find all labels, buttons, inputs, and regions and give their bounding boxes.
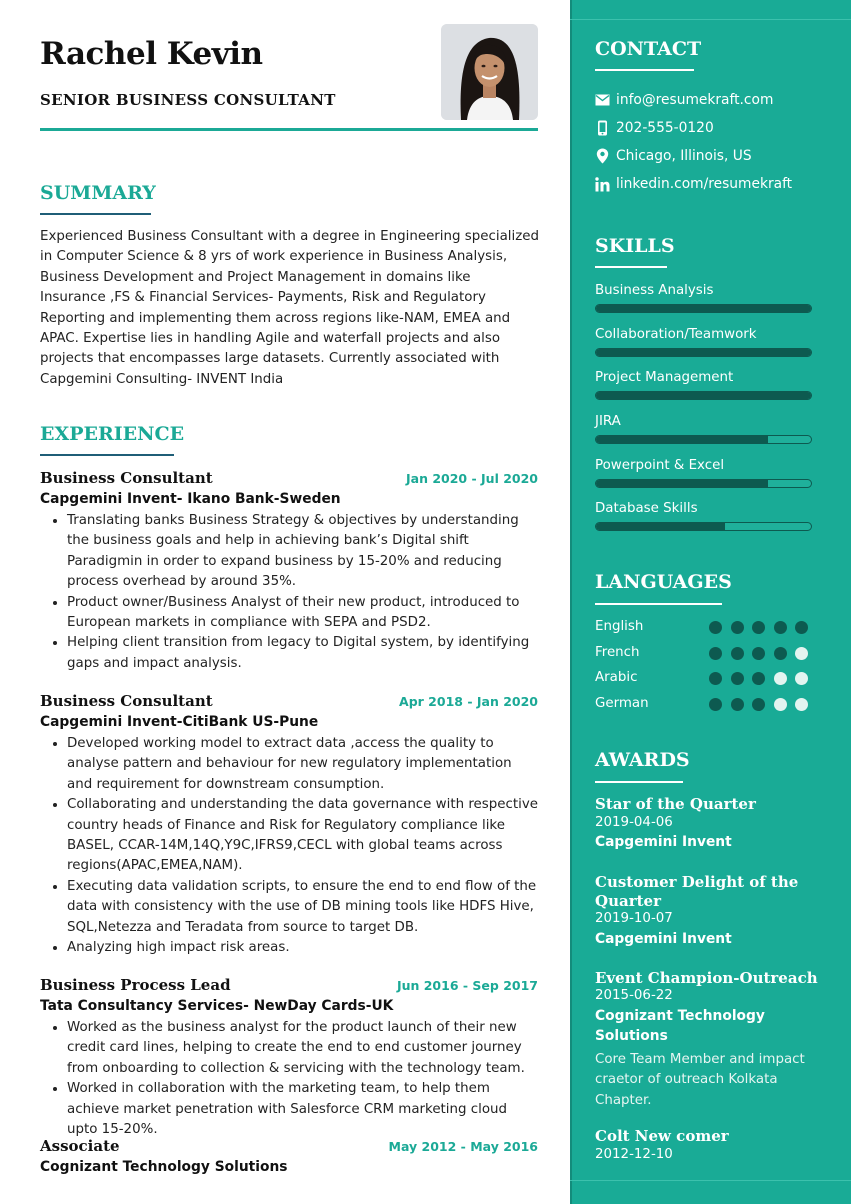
skills-heading: SKILLS [595, 235, 675, 257]
skill-label: Business Analysis [595, 283, 714, 298]
summary-heading: SUMMARY [40, 182, 156, 204]
skill-bar-fill [596, 305, 811, 312]
award-title: Event Champion-Outreach [595, 969, 818, 987]
experience-heading: EXPERIENCE [40, 423, 185, 445]
language-item [595, 694, 815, 714]
skill-bar [595, 348, 812, 357]
skill-item [595, 325, 812, 357]
rating-dot-filled [752, 621, 765, 634]
skill-bar [595, 391, 812, 400]
experience-company: Tata Consultancy Services- NewDay Cards-UK [40, 998, 394, 1014]
experience-item [40, 1137, 538, 1177]
skill-bar [595, 479, 812, 488]
experience-item [40, 692, 538, 958]
award-date: 2015-06-22 [595, 988, 673, 1003]
experience-company: Capgemini Invent-CitiBank US-Pune [40, 714, 319, 730]
rating-dot-filled [709, 647, 722, 660]
sidebar-top-rule [570, 19, 851, 20]
contact-email[interactable] [595, 89, 773, 111]
skill-bar-fill [596, 436, 768, 443]
rating-dot-empty [795, 647, 808, 660]
rating-dot-empty [774, 672, 787, 685]
experience-underline [40, 454, 174, 456]
summary-text: Experienced Business Consultant with a degree in Engineering specialized in Computer Science & 8 yrs of work experience in Business Analysis, Business Development and Project Management in domains like Insurance ,FS & Financial Services- Payments, Risk and Regulatory Reporting and implementing them across regions like-NAM, EMEA and APAC. Expertise lies in handling Agile and waterfall projects and also projects that encompasses large datasets. Currently associated with Capgemini Consulting- INVENT India [40, 229, 539, 387]
experience-dates: Apr 2018 - Jan 2020 [399, 694, 538, 709]
award-title: Colt New comer [595, 1127, 729, 1145]
linkedin-icon [595, 177, 610, 192]
rating-dot-filled [731, 698, 744, 711]
sidebar-bottom-rule [570, 1180, 851, 1181]
rating-dot-filled [795, 621, 808, 634]
experience-bullet: • Helping client transition from legacy to Digital system, by identifying gaps and impact analysis. [67, 633, 538, 674]
language-item [595, 643, 815, 663]
experience-item [40, 976, 538, 1140]
experience-bullets [40, 734, 538, 958]
experience-dates: Jun 2016 - Sep 2017 [396, 978, 538, 993]
awards-heading: AWARDS [595, 749, 690, 771]
languages-underline [595, 603, 722, 605]
rating-dot-filled [731, 672, 744, 685]
award-title: Customer Delight of the Quarter [595, 873, 799, 910]
rating-dot-filled [709, 672, 722, 685]
skill-bar-fill [596, 523, 725, 530]
skill-bar-fill [596, 480, 768, 487]
experience-company: Cognizant Technology Solutions [40, 1159, 288, 1175]
experience-bullet: • Worked as the business analyst for the product launch of their new credit card lines, helping to create the end to end customer journey from onboarding to collection & servicing with the technology team. [67, 1018, 538, 1079]
language-name: English [595, 619, 644, 634]
award-description: Core Team Member and impact craetor of outreach Kolkata Chapter. [595, 1052, 805, 1108]
rating-dot-filled [752, 647, 765, 660]
skill-label: Powerpoint & Excel [595, 458, 725, 473]
experience-bullet: • Analyzing high impact risk areas. [67, 938, 538, 958]
rating-dot-empty [795, 698, 808, 711]
rating-dot-filled [709, 698, 722, 711]
experience-bullet: • Translating banks Business Strategy & objectives by understanding the business goals and help in achieving bank’s Digital shift Paradigmin in order to expand business by 15-20% and reducing process overhead by around 35%. [67, 511, 538, 593]
rating-dot-filled [752, 672, 765, 685]
skill-label: Project Management [595, 370, 734, 385]
contact-location [595, 145, 752, 167]
job-title: SENIOR BUSINESS CONSULTANT [40, 91, 336, 109]
experience-bullet: • Executing data validation scripts, to ensure the end to end flow of the data with consistency with the use of DB mining tools like HDFS Hive, SQL,Netezza and Teradata from source to target DB. [67, 877, 538, 938]
contact-phone-text: 202-555-0120 [616, 120, 714, 136]
award-date: 2019-04-06 [595, 815, 673, 830]
rating-dot-empty [795, 672, 808, 685]
award-org: Cognizant Technology Solutions [595, 1008, 765, 1044]
skill-item [595, 412, 812, 444]
experience-item [40, 469, 538, 674]
experience-bullet: • Developed working model to extract data ,access the quality to analyse pattern and behaviour for new regulatory implementation and requirement for downstream consumption. [67, 734, 538, 795]
languages-heading: LANGUAGES [595, 571, 732, 593]
rating-dot-filled [774, 647, 787, 660]
mail-icon [595, 94, 610, 106]
experience-dates: Jan 2020 - Jul 2020 [406, 471, 538, 486]
rating-dot-filled [774, 621, 787, 634]
experience-bullets [40, 1018, 538, 1140]
skill-item [595, 368, 812, 400]
award-title: Star of the Quarter [595, 795, 756, 813]
skill-bar [595, 522, 812, 531]
experience-role: Associate [40, 1137, 120, 1155]
language-item [595, 617, 815, 637]
phone-icon [595, 120, 610, 136]
contact-phone[interactable] [595, 117, 714, 139]
skills-underline [595, 266, 667, 268]
experience-bullet: • Collaborating and understanding the data governance with respective country heads of Finance and Risk for Regulatory compliance like BASEL, CCAR-14M,14Q,Y9C,IFRS9,CECL with global teams across regions(APAC,EMEA,NAM). [67, 795, 538, 877]
summary-underline [40, 213, 151, 215]
skill-item [595, 281, 812, 313]
contact-location-text: Chicago, Illinois, US [616, 148, 752, 164]
rating-dot-empty [774, 698, 787, 711]
skill-bar-fill [596, 392, 811, 399]
contact-linkedin-text: linkedin.com/resumekraft [616, 176, 793, 192]
experience-dates: May 2012 - May 2016 [388, 1139, 538, 1154]
sidebar-edge [570, 0, 572, 1204]
skill-label: Collaboration/Teamwork [595, 327, 757, 342]
skill-label: JIRA [595, 414, 621, 429]
rating-dot-filled [731, 647, 744, 660]
experience-company: Capgemini Invent- Ikano Bank-Sweden [40, 491, 341, 507]
skill-item [595, 456, 812, 488]
rating-dot-filled [752, 698, 765, 711]
skill-bar-fill [596, 349, 811, 356]
language-name: German [595, 696, 649, 711]
language-item [595, 668, 815, 688]
experience-bullet: • Worked in collaboration with the marketing team, to help them achieve market penetration with Salesforce CRM marketing cloud upto 15-20%. [67, 1079, 538, 1140]
award-org: Capgemini Invent [595, 931, 732, 947]
rating-dot-filled [731, 621, 744, 634]
contact-heading: CONTACT [595, 38, 702, 60]
skill-item [595, 499, 812, 531]
language-name: Arabic [595, 670, 638, 685]
location-pin-icon [595, 148, 610, 164]
skill-bar [595, 435, 812, 444]
experience-role: Business Consultant [40, 469, 213, 487]
profile-photo [441, 24, 538, 120]
skill-bar [595, 304, 812, 313]
award-date: 2012-12-10 [595, 1147, 673, 1162]
experience-bullets [40, 511, 538, 674]
portrait-image [441, 24, 538, 120]
award-date: 2019-10-07 [595, 911, 673, 926]
contact-linkedin[interactable] [595, 173, 792, 195]
contact-email-text: info@resumekraft.com [616, 92, 774, 108]
header-divider [40, 128, 538, 131]
language-name: French [595, 645, 640, 660]
experience-role: Business Consultant [40, 692, 213, 710]
candidate-name: Rachel Kevin [40, 36, 263, 72]
rating-dot-filled [709, 621, 722, 634]
contact-underline [595, 69, 694, 71]
award-org: Capgemini Invent [595, 834, 732, 850]
awards-underline [595, 781, 683, 783]
experience-bullet: • Product owner/Business Analyst of their new product, introduced to European markets in compliance with SEPA and PSD2. [67, 593, 538, 634]
experience-role: Business Process Lead [40, 976, 231, 994]
skill-label: Database Skills [595, 501, 698, 516]
